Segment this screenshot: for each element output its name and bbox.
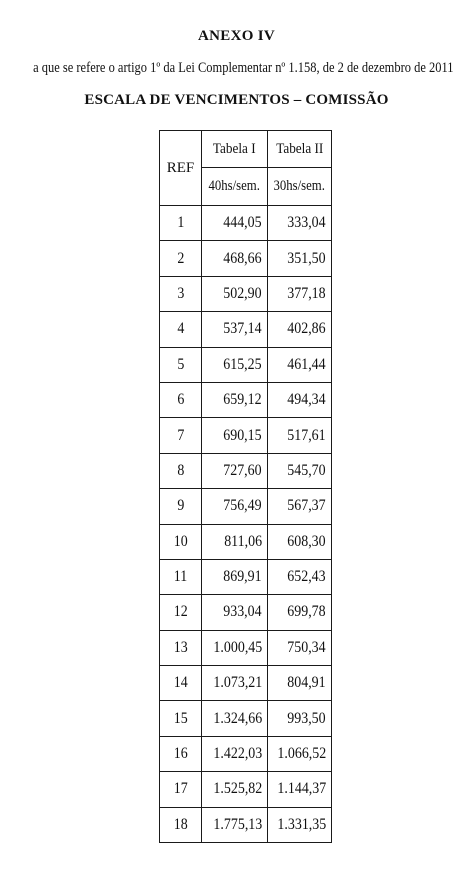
- table-row: [160, 630, 332, 665]
- tabela-ii-value-cell: 351,50: [268, 241, 332, 276]
- ref-cell: 2: [160, 241, 202, 276]
- document-title: ANEXO IV: [198, 28, 275, 44]
- table-row: [160, 666, 332, 701]
- tabela-ii-value-cell: 377,18: [268, 276, 332, 311]
- tabela-ii-value-cell: 804,91: [268, 666, 332, 701]
- tabela-i-value-cell: 811,06: [202, 524, 268, 559]
- tabela-ii-value-cell: 333,04: [268, 206, 332, 241]
- tabela-ii-value-cell: 402,86: [268, 312, 332, 347]
- table-row: [160, 312, 332, 347]
- tabela-ii-value-cell: 461,44: [268, 347, 332, 382]
- tabela-ii-value-cell: 1.331,35: [268, 807, 332, 842]
- tabela-i-value-cell: 537,14: [202, 312, 268, 347]
- tabela-i-value-cell: 690,15: [202, 418, 268, 453]
- table-row: [160, 241, 332, 276]
- ref-cell: 13: [160, 630, 202, 665]
- table-row: [160, 276, 332, 311]
- table-row: [160, 489, 332, 524]
- tabela-ii-value-cell: 699,78: [268, 595, 332, 630]
- tabela-ii-value-cell: 545,70: [268, 453, 332, 488]
- tabela-i-value-cell: 1.422,03: [202, 736, 268, 771]
- table-row: [160, 595, 332, 630]
- ref-cell: 3: [160, 276, 202, 311]
- ref-cell: 7: [160, 418, 202, 453]
- tabela-ii-value-cell: 608,30: [268, 524, 332, 559]
- tabela-ii-value-cell: 494,34: [268, 382, 332, 417]
- tabela-i-header: Tabela I: [202, 131, 268, 168]
- table-row: [160, 772, 332, 807]
- table-row: [160, 736, 332, 771]
- table-row: [160, 524, 332, 559]
- tabela-i-value-cell: 756,49: [202, 489, 268, 524]
- tabela-i-value-cell: 615,25: [202, 347, 268, 382]
- ref-cell: 15: [160, 701, 202, 736]
- tabela-i-value-cell: 727,60: [202, 453, 268, 488]
- tabela-i-value-cell: 1.324,66: [202, 701, 268, 736]
- table-row: [160, 559, 332, 594]
- tabela-i-value-cell: 502,90: [202, 276, 268, 311]
- ref-cell: 17: [160, 772, 202, 807]
- tabela-ii-value-cell: 1.066,52: [268, 736, 332, 771]
- tabela-ii-value-cell: 1.144,37: [268, 772, 332, 807]
- tabela-i-value-cell: 933,04: [202, 595, 268, 630]
- tabela-i-value-cell: 468,66: [202, 241, 268, 276]
- ref-cell: 14: [160, 666, 202, 701]
- salary-table: [159, 130, 332, 843]
- ref-cell: 16: [160, 736, 202, 771]
- ref-cell: 9: [160, 489, 202, 524]
- tabela-ii-hours-header: 30hs/sem.: [268, 168, 332, 206]
- tabela-i-value-cell: 869,91: [202, 559, 268, 594]
- tabela-i-value-cell: 1.073,21: [202, 666, 268, 701]
- table-row: [160, 701, 332, 736]
- table-row: [160, 206, 332, 241]
- tabela-i-value-cell: 1.000,45: [202, 630, 268, 665]
- tabela-ii-value-cell: 750,34: [268, 630, 332, 665]
- ref-cell: 18: [160, 807, 202, 842]
- table-row: [160, 807, 332, 842]
- tabela-ii-value-cell: 517,61: [268, 418, 332, 453]
- tabela-ii-value-cell: 652,43: [268, 559, 332, 594]
- tabela-ii-header: Tabela II: [268, 131, 332, 168]
- salary-table-container: [159, 130, 331, 843]
- ref-cell: 8: [160, 453, 202, 488]
- table-row: [160, 418, 332, 453]
- ref-cell: 12: [160, 595, 202, 630]
- tabela-i-value-cell: 1.775,13: [202, 807, 268, 842]
- ref-column-header: REF: [160, 131, 202, 206]
- salary-table-body: [160, 206, 332, 843]
- ref-cell: 6: [160, 382, 202, 417]
- ref-cell: 4: [160, 312, 202, 347]
- tabela-i-value-cell: 444,05: [202, 206, 268, 241]
- table-heading: ESCALA DE VENCIMENTOS – COMISSÃO: [84, 92, 389, 108]
- table-row: [160, 347, 332, 382]
- tabela-i-value-cell: 1.525,82: [202, 772, 268, 807]
- ref-cell: 1: [160, 206, 202, 241]
- tabela-ii-value-cell: 567,37: [268, 489, 332, 524]
- ref-cell: 5: [160, 347, 202, 382]
- tabela-i-hours-header: 40hs/sem.: [202, 168, 268, 206]
- tabela-i-value-cell: 659,12: [202, 382, 268, 417]
- table-row: [160, 382, 332, 417]
- ref-cell: 10: [160, 524, 202, 559]
- tabela-ii-value-cell: 993,50: [268, 701, 332, 736]
- table-row: [160, 453, 332, 488]
- document-subtitle: a que se refere o artigo 1º da Lei Complementar nº 1.158, de 2 de dezembro de 2011: [33, 60, 454, 76]
- ref-cell: 11: [160, 559, 202, 594]
